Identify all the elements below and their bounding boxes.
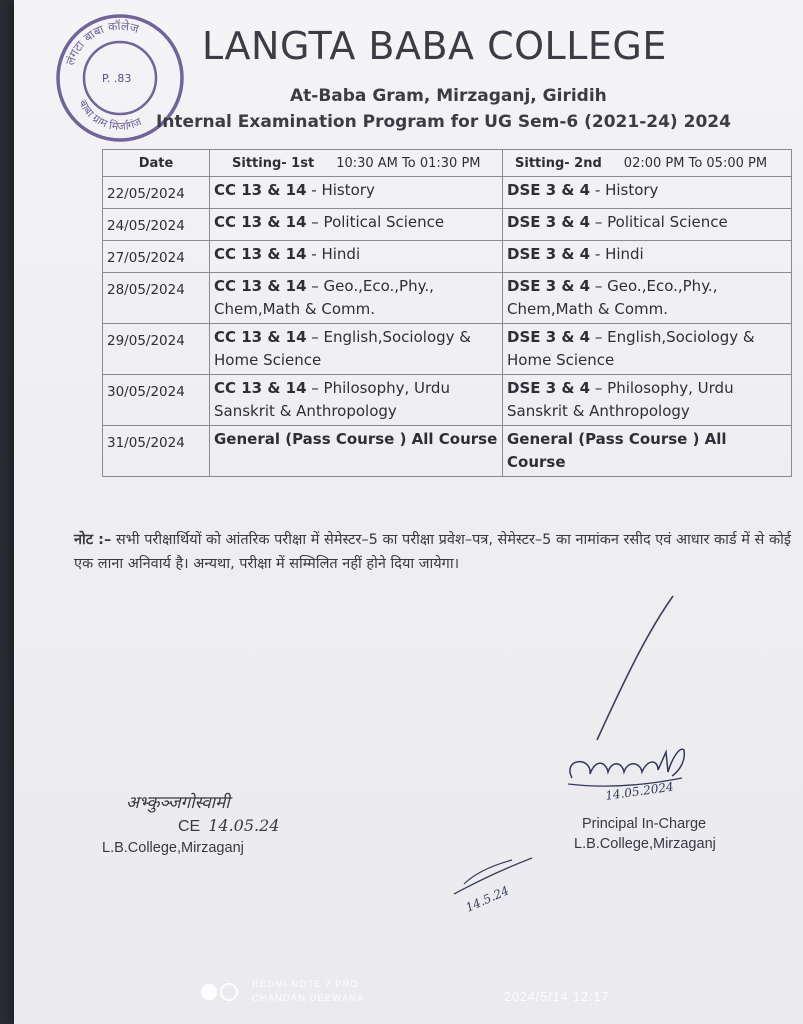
- watermark-owner: CHANDAN DEEWANA: [252, 993, 365, 1004]
- row-date: [103, 324, 210, 375]
- program-title: Internal Examination Program for UG Sem-6 (2021-24) 2024: [156, 112, 731, 132]
- left-college-name: L.B.College,Mirzaganj: [102, 840, 244, 856]
- row-sitting1-subject: - Hindi: [306, 245, 361, 263]
- row-sitting1: [210, 273, 503, 324]
- row-date: [103, 273, 210, 324]
- row-sitting2-code: DSE 3 & 4: [507, 245, 591, 263]
- stamp-top-text: लंगटा बाबा कॉलेज: [62, 18, 141, 68]
- table-row: [103, 273, 792, 324]
- row-sitting2: [503, 209, 792, 241]
- row-sitting2-general: General (Pass Course ) All Course: [503, 426, 792, 477]
- row-sitting1-code: CC 13 & 14: [214, 181, 307, 199]
- watermark-device: REDMI NOTE 7 PRO: [252, 979, 359, 990]
- row-sitting1-subject: – Geo.,Eco.,Phy., Chem,Math & Comm.: [214, 277, 434, 318]
- row-sitting2: [503, 177, 792, 209]
- row-sitting1-code: CC 13 & 14: [214, 213, 307, 231]
- camera-watermark-dots: [200, 982, 246, 1002]
- stamp-bottom-text: बाबा ग्राम मिर्जागंज: [76, 97, 144, 134]
- row-sitting1-subject: – Philosophy, Urdu Sanskrit & Anthropology: [214, 379, 450, 420]
- ce-label-line: [178, 816, 279, 836]
- row-sitting1: [210, 177, 503, 209]
- row-date: 31/05/2024: [103, 426, 210, 477]
- college-address: At-Baba Gram, Mirzaganj, Giridih: [290, 86, 607, 106]
- row-date-value: 27/05/2024: [107, 250, 185, 266]
- header-sitting1-label: Sitting- 1st: [232, 156, 315, 171]
- table-row: [103, 375, 792, 426]
- row-sitting1-subject: – Political Science: [306, 213, 445, 231]
- row-sitting2: [503, 375, 792, 426]
- row-sitting2-subject: - History: [590, 181, 659, 199]
- header-sitting1: [210, 150, 503, 177]
- svg-text:बाबा ग्राम मिर्जागंज: [76, 98, 144, 134]
- row-sitting2-code: DSE 3 & 4: [507, 213, 591, 231]
- principal-signature: [562, 738, 702, 808]
- row-sitting1: [210, 324, 503, 375]
- row-sitting2: [503, 324, 792, 375]
- college-name: LANGTA BABA COLLEGE: [202, 24, 667, 68]
- row-sitting2-code: DSE 3 & 4: [507, 277, 591, 295]
- row-date: [103, 177, 210, 209]
- row-sitting2-subject: – Geo.,Eco.,Phy., Chem,Math & Comm.: [507, 277, 718, 318]
- row-sitting1: [210, 375, 503, 426]
- table-header-row: [103, 150, 792, 177]
- row-sitting1-subject: – English,Sociology & Home Science: [214, 328, 471, 369]
- header-date-label: Date: [138, 156, 174, 171]
- row-date-value: 22/05/2024: [107, 186, 185, 202]
- row-sitting1-code: CC 13 & 14: [214, 379, 307, 397]
- principal-signature-date: 14.05.2024: [604, 779, 675, 803]
- row-date: [103, 209, 210, 241]
- watermark-timestamp: 2024/5/14 12:17: [504, 990, 610, 1004]
- row-date-value: 29/05/2024: [107, 333, 185, 349]
- row-sitting2: [503, 241, 792, 273]
- row-date-value: 30/05/2024: [107, 384, 185, 400]
- row-sitting1-general: General (Pass Course ) All Course: [210, 426, 503, 477]
- header-sitting1-time: 10:30 AM To 01:30 PM: [336, 156, 481, 171]
- exam-note: [74, 528, 796, 576]
- header-sitting2-label: Sitting- 2nd: [515, 156, 602, 171]
- initial-signature: [450, 850, 540, 920]
- note-label: नोट :–: [74, 532, 112, 548]
- row-sitting1-code: CC 13 & 14: [214, 277, 307, 295]
- stamp-center-text: P. .83: [102, 72, 132, 85]
- row-sitting1-subject: - History: [306, 181, 375, 199]
- ce-role: CE: [178, 818, 201, 835]
- row-sitting2-subject: – Political Science: [590, 213, 728, 231]
- initial-date: 14.5.24: [463, 883, 512, 915]
- row-sitting2-subject: – English,Sociology & Home Science: [507, 328, 755, 369]
- note-text: सभी परीक्षार्थियों को आंतरिक परीक्षा में सेमेस्टर–5 का परीक्षा प्रवेश–पत्र, सेमेस्टर–5 का नामांकन रसीद एवं आधार कार्ड में से कोई एक लाना अनिवार्य है। अन्यथा, परीक्षा में सम्मिलित नहीं होने दिया जायेगा।: [74, 532, 791, 572]
- row-date: [103, 241, 210, 273]
- principal-role: Principal In-Charge: [582, 816, 707, 832]
- row-date-value: 24/05/2024: [107, 218, 185, 234]
- camera-watermark-text: [252, 978, 364, 1006]
- row-sitting2-code: DSE 3 & 4: [507, 181, 591, 199]
- table-row: [103, 324, 792, 375]
- ce-date: 14.05.24: [208, 816, 280, 835]
- row-sitting2-subject: - Hindi: [590, 245, 644, 263]
- row-sitting2: [503, 273, 792, 324]
- header-sitting2-time: 02:00 PM To 05:00 PM: [623, 156, 768, 171]
- row-sitting2-code: DSE 3 & 4: [507, 379, 591, 397]
- row-sitting1: [210, 209, 503, 241]
- row-sitting1-code: CC 13 & 14: [214, 245, 307, 263]
- row-sitting2-code: DSE 3 & 4: [507, 328, 591, 346]
- table-row: [103, 177, 792, 209]
- table-row-general: [103, 426, 792, 477]
- ce-handwritten-name: अभ्कुञ्जगोस्वामी: [126, 793, 230, 813]
- row-sitting2-subject: – Philosophy, Urdu Sanskrit & Anthropology: [507, 379, 734, 420]
- row-sitting1: [210, 241, 503, 273]
- row-sitting1-code: CC 13 & 14: [214, 328, 307, 346]
- table-row: [103, 241, 792, 273]
- table-row: [103, 209, 792, 241]
- signature-stroke: [589, 590, 679, 750]
- header-date: [103, 150, 210, 177]
- document-paper: [14, 0, 803, 1024]
- right-college-name: L.B.College,Mirzaganj: [574, 836, 716, 852]
- header-sitting2: [503, 150, 792, 177]
- exam-schedule-table: [102, 149, 792, 477]
- row-date: [103, 375, 210, 426]
- row-date-value: 28/05/2024: [107, 282, 185, 298]
